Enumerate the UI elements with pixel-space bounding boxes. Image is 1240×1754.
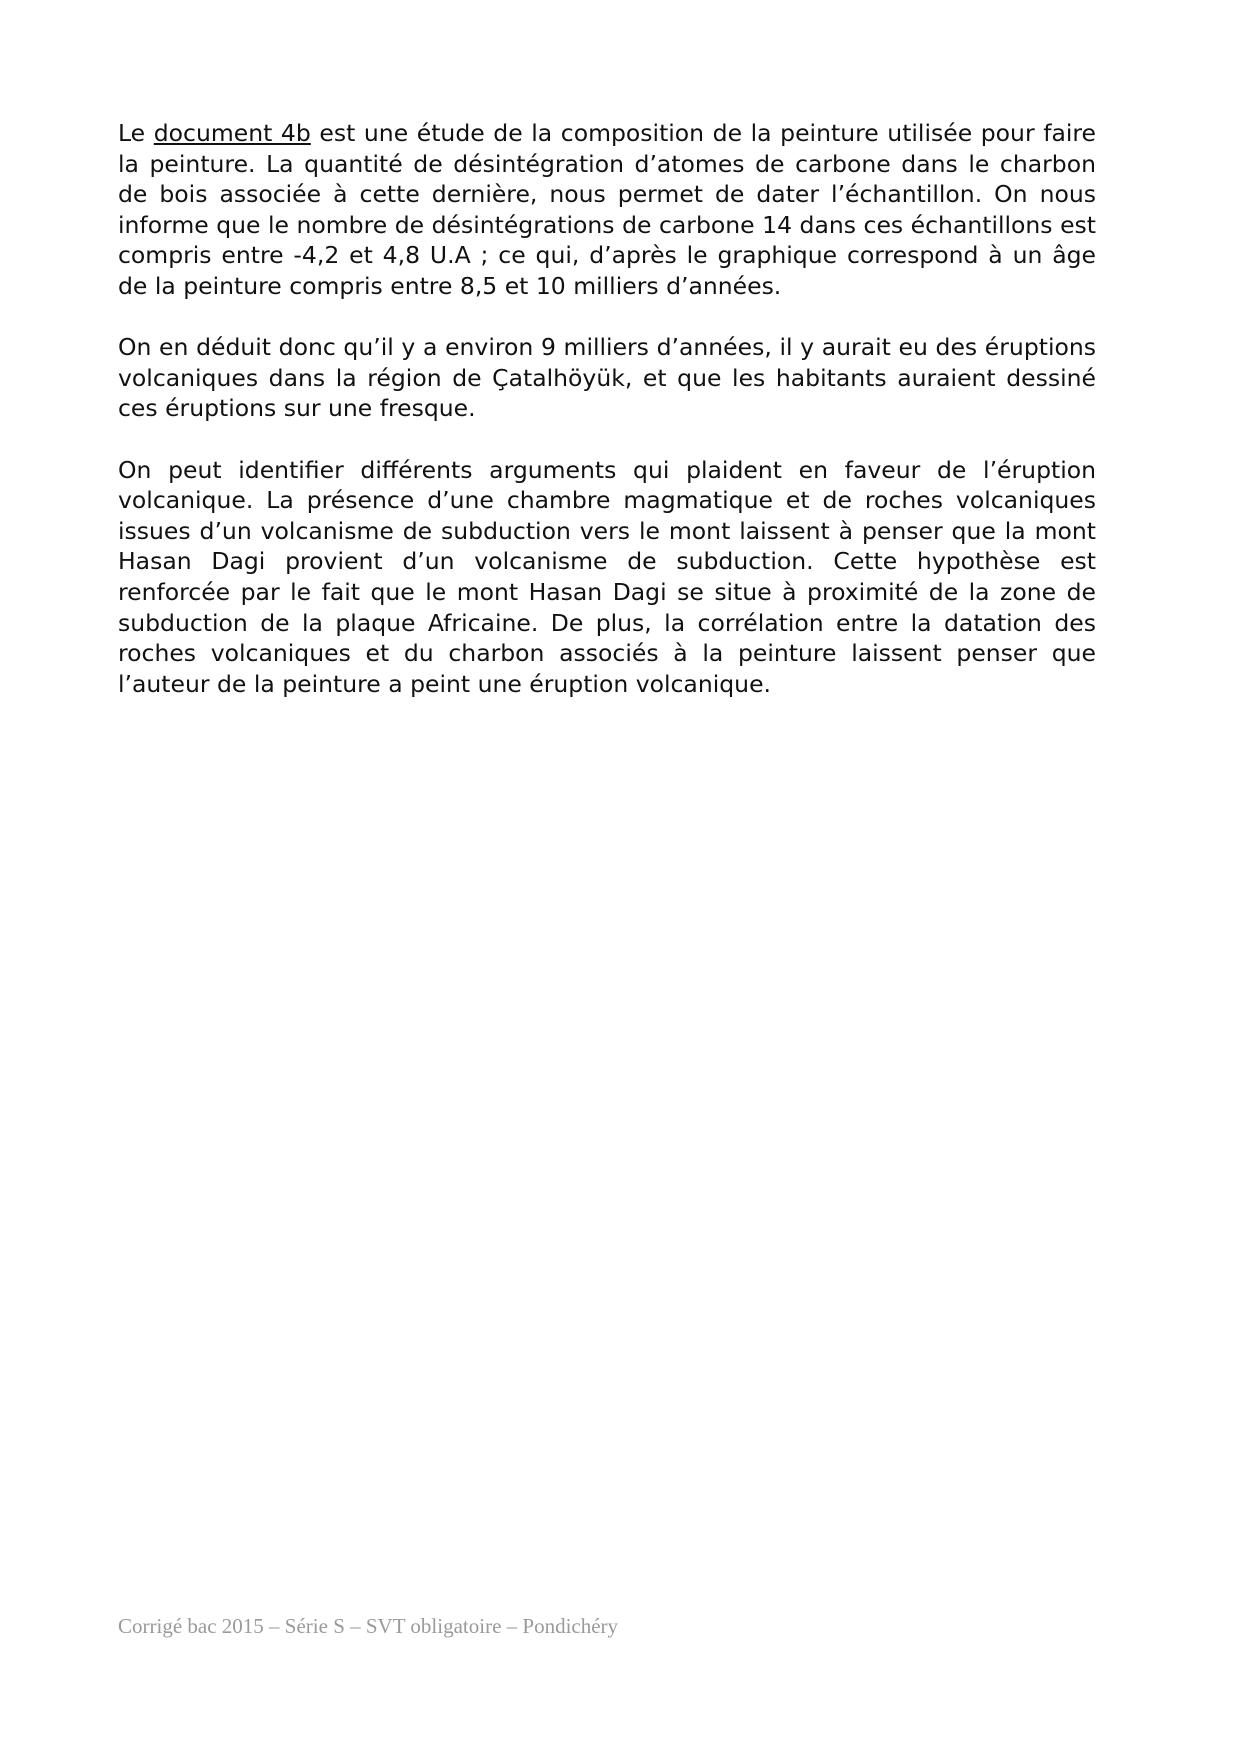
- page-footer: Corrigé bac 2015 – Série S – SVT obligatoire – Pondichéry: [118, 1614, 619, 1638]
- paragraph-2: On en déduit donc qu’il y a environ 9 milliers d’années, il y aurait eu des éruptions volcaniques dans la région de Çatalhöyük, et que les habitants auraient dessiné ces éruptions sur une fresque.: [118, 333, 1096, 423]
- paragraph-1: [118, 118, 1096, 302]
- document-body: [118, 118, 1096, 730]
- paragraph-3: On peut identifier différents arguments qui plaident en faveur de l’éruption volcanique. La présence d’une chambre magmatique et de roches volcaniques issues d’un volcanisme de subduction vers le mont laissent à penser que la mont Hasan Dagi provient d’un volcanisme de subduction. Cette hypothèse est renforcée par le fait que le mont Hasan Dagi se situe à proximité de la zone de subduction de la plaque Africaine. De plus, la corrélation entre la datation des roches volcaniques et du charbon associés à la peinture laissent penser que l’auteur de la peinture a peint une éruption volcanique.: [118, 455, 1096, 698]
- paragraph-1-text: est une étude de la composition de la peinture utilisée pour faire la peinture. La quantité de désintégration d’atomes de carbone dans le charbon de bois associée à cette dernière, nous permet de dater l’échantillon. On nous informe que le nombre de désintégrations de carbone 14 dans ces échantillons est compris entre -4,2 et 4,8 U.A ; ce qui, d’après le graphique correspond à un âge de la peinture compris entre 8,5 et 10 milliers d’années.: [118, 119, 1097, 300]
- paragraph-1-prefix: Le: [118, 119, 154, 147]
- document-4b-link[interactable]: document 4b: [153, 119, 311, 147]
